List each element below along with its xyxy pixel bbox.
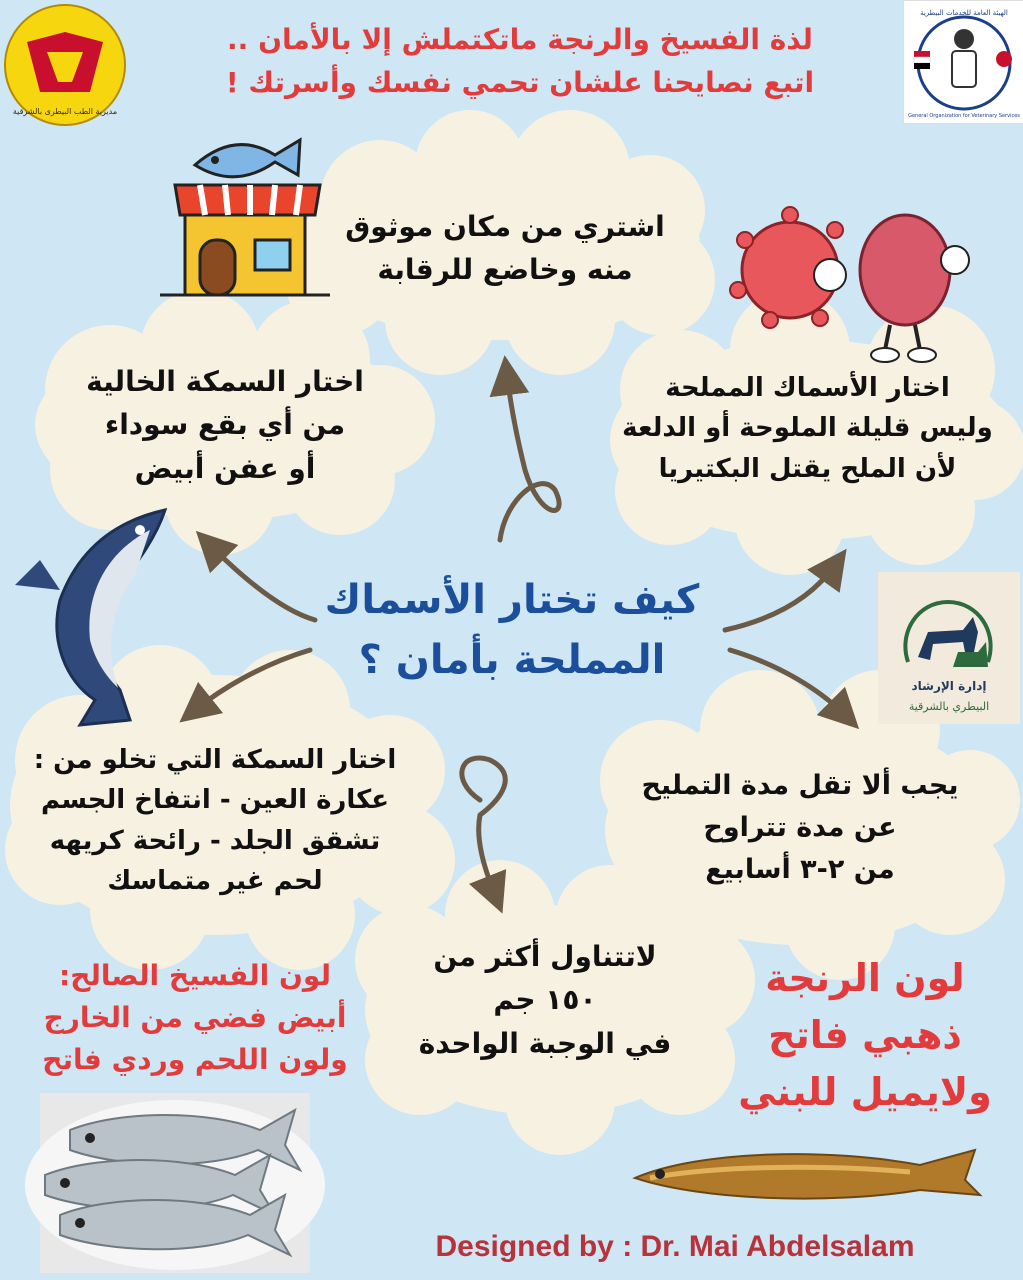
- logo-left-text: مديرية الطب البيطرى بالشرقية: [12, 107, 118, 116]
- header-text: [170, 18, 870, 105]
- note-fesikh-line-1: لون الفسيخ الصالح:: [59, 959, 331, 992]
- note-fesikh: [20, 955, 370, 1081]
- note-fesikh-line-3: ولون اللحم وردي فاتح: [42, 1043, 348, 1076]
- tip-portion-line-3: في الوجبة الواحدة: [418, 1026, 672, 1060]
- tip-portion: [385, 935, 705, 1065]
- logo-right-ar: الهيئة العامة للخدمات البيطرية: [920, 9, 1008, 17]
- header-line-1: لذة الفسيخ والرنجة ماتكتملش إلا بالأمان ..: [227, 23, 813, 56]
- tip-salted-line-2: وليس قليلة الملوحة أو الدلعة: [622, 413, 993, 444]
- tip-free-of-line-4: لحم غير متماسك: [107, 865, 323, 896]
- tip-spots-line-2: من أي بقع سوداء: [104, 408, 346, 442]
- tip-buy: [330, 205, 680, 292]
- vet-directorate-logo: [2, 2, 128, 128]
- tip-spots-line-1: اختار السمكة الخالية: [86, 365, 364, 398]
- tip-duration: [625, 765, 975, 891]
- note-ringa-line-2: ذهبي فاتح: [768, 1013, 962, 1057]
- ringa-photo: [635, 1150, 980, 1199]
- header-line-2: اتبع نصايحنا علشان تحمي نفسك وأسرتك !: [225, 66, 815, 100]
- tip-portion-line-2: ١٥٠ جم: [493, 983, 597, 1017]
- vet-guidance-logo: [878, 572, 1020, 724]
- logo-mid-line1: إدارة الإرشاد: [911, 679, 987, 693]
- fesikh-photo: [25, 1093, 325, 1273]
- tip-salted-line-1: اختار الأسماك المملحة: [665, 373, 950, 403]
- designer-credit: Designed by : Dr. Mai Abdelsalam: [435, 1230, 915, 1263]
- tip-portion-line-1: لاتتناول أكثر من: [433, 940, 657, 973]
- shop-icon: [160, 140, 330, 295]
- note-ringa: [720, 950, 1010, 1121]
- tip-salted-line-3: لأن الملح يقتل البكتيريا: [658, 453, 957, 484]
- gov-vet-services-logo: [903, 0, 1023, 124]
- logo-mid-line2: البيطري بالشرقية: [908, 700, 990, 713]
- logo-right-en: General Organization for Veterinary Services: [908, 113, 1020, 119]
- center-title-line-2: المملحة بأمان ؟: [358, 637, 666, 683]
- tip-free-of-line-1: اختار السمكة التي تخلو من :: [33, 745, 397, 775]
- tip-spots-line-3: أو عفن أبيض: [134, 451, 316, 485]
- tip-free-of-line-2: عكارة العين - انتفاخ الجسم: [40, 785, 390, 816]
- note-ringa-line-1: لون الرنجة: [765, 956, 965, 1000]
- tip-salted: [620, 368, 995, 489]
- tip-duration-line-3: من ٢-٣ أسابيع: [705, 853, 895, 885]
- tip-free-of: [25, 740, 405, 901]
- center-title: [282, 570, 742, 690]
- note-ringa-line-3: ولايميل للبني: [738, 1070, 992, 1114]
- tip-duration-line-1: يجب ألا تقل مدة التمليح: [641, 770, 959, 801]
- center-title-line-1: كيف تختار الأسماك: [324, 577, 700, 623]
- tip-buy-line-1: اشتري من مكان موثوق: [345, 210, 665, 243]
- tip-free-of-line-3: تشقق الجلد - رائحة كريهه: [49, 825, 381, 856]
- tip-spots: [60, 360, 390, 490]
- tip-buy-line-2: منه وخاضع للرقابة: [377, 253, 633, 287]
- tip-duration-line-2: عن مدة تتراوح: [703, 811, 897, 843]
- note-fesikh-line-2: أبيض فضي من الخارج: [43, 1001, 347, 1034]
